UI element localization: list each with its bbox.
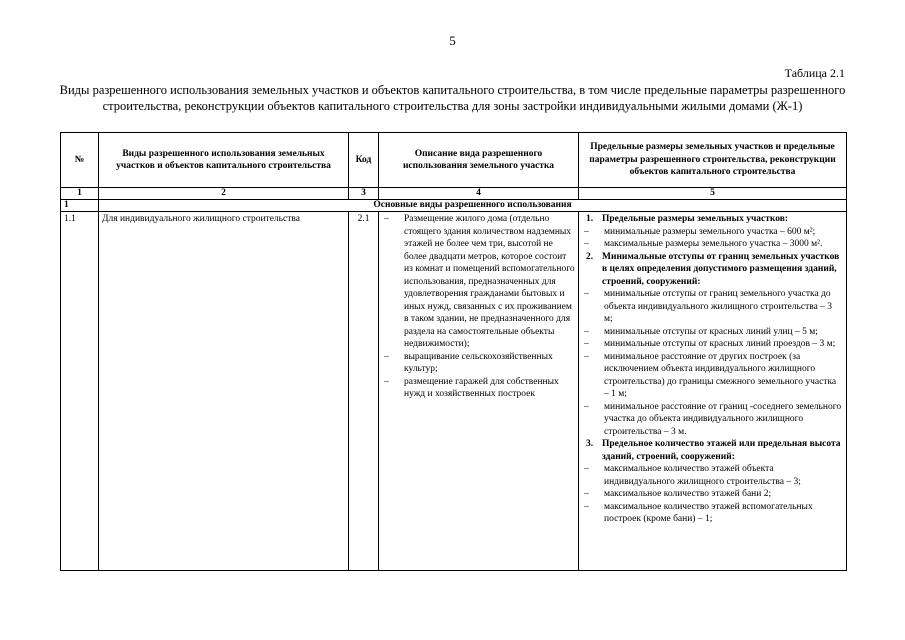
column-number: 4 [379, 188, 579, 200]
limit-item: – максимальное количество этажей объекта индивидуального жилищного строительства – 3; [582, 463, 843, 488]
section-title: Основные виды разрешенного использования [99, 200, 847, 212]
header-number: № [61, 133, 99, 188]
limit-group-title-text: Минимальные отступы от границ земельных участков в целях определения допустимого размещения зданий, строений, сооружений: [602, 251, 840, 287]
header-limits: Предельные размеры земельных участков и предельные параметры разрешенного строительства, реконструкции объектов капитального строительства [579, 133, 847, 188]
header-code: Код [349, 133, 379, 188]
limit-group-title [582, 438, 843, 463]
row-limits [579, 212, 847, 571]
row-number: 1.1 [61, 212, 99, 571]
limit-group-title [582, 251, 843, 289]
row-description [379, 212, 579, 571]
limit-group-title-text: Предельное количество этажей или предельная высота зданий, строений, сооружений: [602, 439, 841, 462]
column-number: 3 [349, 188, 379, 200]
limit-items [582, 463, 843, 526]
limit-group [582, 438, 843, 526]
header-use-type: Виды разрешенного использования земельных участков и объектов капитального строительства [99, 133, 349, 188]
header-description: Описание вида разрешенного использования земельного участка [379, 133, 579, 188]
limits-list [582, 213, 843, 526]
limit-item: – минимальное расстояние от других построек (за исключением объекта индивидуального жилищного строительства) до границы смежного земельного участка – 1 м; [582, 351, 843, 401]
limit-group-number: 2. [586, 251, 594, 262]
limit-group-number: 1. [586, 214, 594, 224]
limit-group [582, 213, 843, 251]
limit-item: – максимальное количество этажей бани 2; [582, 488, 843, 501]
limit-items [582, 226, 843, 251]
limit-group-title [582, 213, 843, 226]
row-use-type: Для индивидуального жилищного строительства [99, 212, 349, 571]
limit-item: – максимальное количество этажей вспомогательных построек (кроме бани) – 1; [582, 501, 843, 526]
limit-group [582, 251, 843, 439]
column-number: 1 [61, 188, 99, 200]
section-row [61, 200, 847, 212]
limit-item: – минимальные отступы от красных линий проездов – 3 м; [582, 338, 843, 351]
section-number: 1 [61, 200, 99, 212]
description-item: – Размещение жилого дома (отдельно стоящего здания количеством надземных этажей не более чем три, высотой не более двадцати метров, которое состоит из комнат и помещений вспомогательного использования, предназначенных для удовлетворения гражданами бытовых и иных нужд, связанных с их проживанием в таком здании, не предназначенного для раздела на самостоятельные объекты недвижимости); [382, 213, 575, 351]
limit-items [582, 288, 843, 438]
page-number: 5 [449, 33, 456, 48]
table-header-row [61, 133, 847, 188]
table-caption: Таблица 2.1 [784, 66, 845, 80]
description-item: – размещение гаражей для собственных нужд и хозяйственных построек [382, 376, 575, 401]
table-row [61, 212, 847, 571]
limit-item: – минимальные размеры земельного участка – 600 м²; [582, 226, 843, 239]
column-number: 2 [99, 188, 349, 200]
column-number: 5 [579, 188, 847, 200]
limit-item: – минимальные отступы от красных линий улиц – 5 м; [582, 326, 843, 339]
limit-item: – максимальные размеры земельного участка – 3000 м². [582, 238, 843, 251]
limit-group-number: 3. [586, 439, 594, 449]
limit-item: – минимальные отступы от границ земельного участка до объекта индивидуального жилищного строительства – 3 м; [582, 288, 843, 326]
limit-group-title-text: Предельные размеры земельных участков: [602, 214, 789, 224]
limit-item: – минимальное расстояние от границ -соседнего земельного участка до объекта индивидуального жилищного строительства – 3 м. [582, 401, 843, 439]
description-list [382, 213, 575, 401]
row-code: 2.1 [349, 212, 379, 571]
description-item: – выращивание сельскохозяйственных культур; [382, 351, 575, 376]
column-numbers-row [61, 188, 847, 200]
regulations-table [60, 132, 847, 571]
document-title: Виды разрешенного использования земельных участков и объектов капитального строительства, в том числе предельные параметры разрешенного строительства, реконструкции объектов капитального строительства для зоны застройки индивидуальными жилыми домами (Ж-1) [59, 83, 846, 113]
